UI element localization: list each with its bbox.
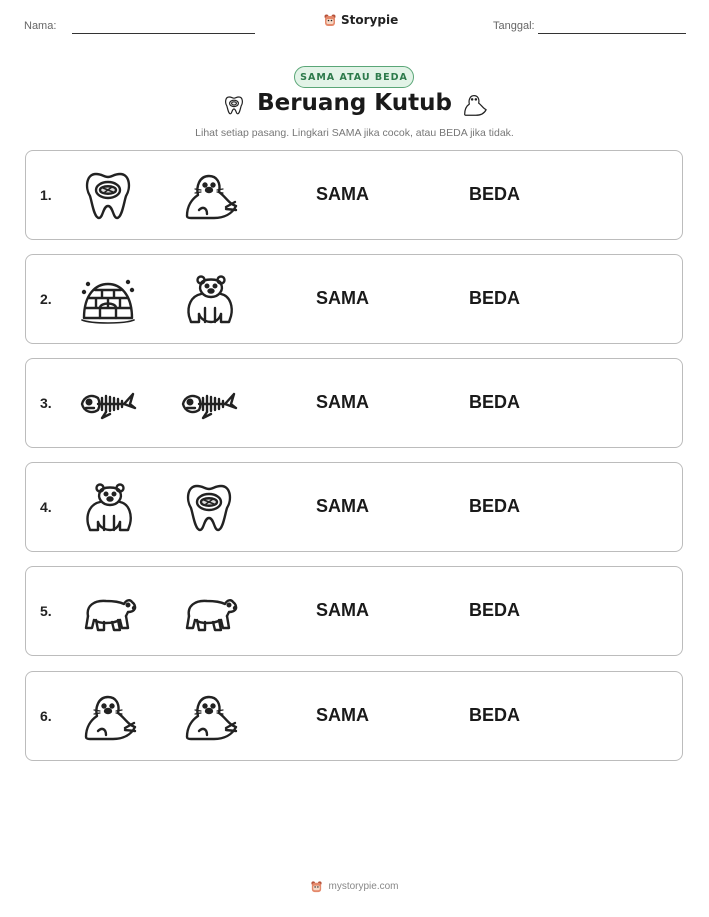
same-option[interactable]: SAMA <box>316 392 369 412</box>
different-option[interactable]: BEDA <box>469 600 521 620</box>
question-number: 2. <box>40 291 52 307</box>
polar-bear-walking-icon <box>78 582 138 642</box>
same-option[interactable]: SAMA <box>316 184 369 204</box>
seal-icon <box>78 687 138 747</box>
different-option[interactable]: BEDA <box>469 288 521 308</box>
seal-icon <box>179 687 239 747</box>
different-option[interactable]: BEDA <box>469 705 521 725</box>
different-option[interactable]: BEDA <box>469 496 521 516</box>
storypie-mascot-icon <box>310 880 323 893</box>
date-line[interactable] <box>538 33 686 34</box>
fish-skeleton-icon <box>179 374 239 434</box>
seal-icon <box>457 91 491 124</box>
instructions: Lihat setiap pasang. Lingkari SAMA jika cocok, atau BEDA jika tidak. <box>195 127 514 139</box>
question-row <box>25 671 683 761</box>
seal-icon <box>179 166 239 226</box>
question-number: 1. <box>40 187 52 203</box>
name-line[interactable] <box>72 33 255 34</box>
question-number: 3. <box>40 395 52 411</box>
worksheet-badge: SAMA ATAU BEDA <box>294 66 414 88</box>
footer <box>0 880 709 893</box>
question-row <box>25 566 683 656</box>
different-option[interactable]: BEDA <box>469 184 521 204</box>
same-option[interactable]: SAMA <box>316 496 369 516</box>
polar-bear-walking-icon <box>179 582 239 642</box>
same-option[interactable]: SAMA <box>316 288 369 308</box>
question-row <box>25 150 683 240</box>
footer-site: mystorypie.com <box>328 881 399 892</box>
fish-skeleton-icon <box>78 374 138 434</box>
igloo-icon <box>78 270 138 330</box>
question-row <box>25 462 683 552</box>
date-label: Tanggal: <box>493 20 535 32</box>
same-option[interactable]: SAMA <box>316 600 369 620</box>
question-row <box>25 254 683 344</box>
same-option[interactable]: SAMA <box>316 705 369 725</box>
brand-logo <box>323 13 398 27</box>
polar-bear-front-icon <box>78 478 138 538</box>
question-row <box>25 358 683 448</box>
name-label: Nama: <box>24 20 57 32</box>
page-title: Beruang Kutub <box>257 90 452 116</box>
brand-name: Storypie <box>341 13 399 27</box>
tooth-icon <box>179 478 239 538</box>
question-number: 5. <box>40 603 52 619</box>
tooth-icon <box>78 166 138 226</box>
question-number: 6. <box>40 708 52 724</box>
question-number: 4. <box>40 499 52 515</box>
different-option[interactable]: BEDA <box>469 392 521 412</box>
storypie-mascot-icon <box>323 13 337 27</box>
polar-bear-front-icon <box>179 270 239 330</box>
